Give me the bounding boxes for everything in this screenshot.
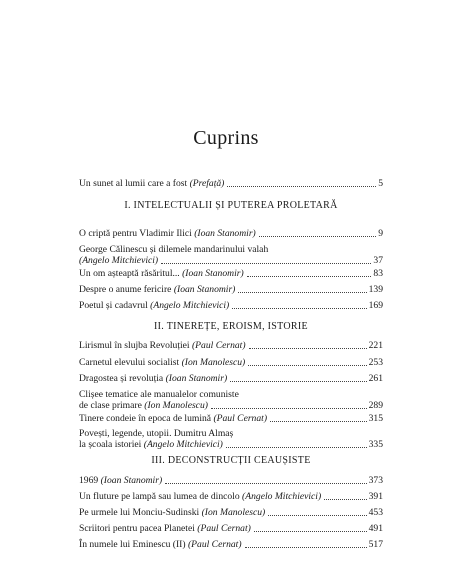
entry-row	[79, 439, 383, 450]
entry-text: Carnetul elevului socialist	[79, 357, 182, 368]
entry-title	[79, 491, 321, 502]
toc-entry	[79, 244, 383, 266]
entry-author: (Ioan Stanomir)	[194, 228, 256, 239]
entry-text: Pe urmele lui Monciu-Sudinski	[79, 507, 202, 518]
entry-title-line: Povești, legende, utopii. Dumitru Almaș	[79, 428, 234, 439]
dot-leader	[161, 263, 371, 264]
entry-title	[79, 539, 242, 550]
toc-entry	[79, 491, 383, 502]
entry-row	[79, 507, 383, 518]
toc-entry	[79, 300, 383, 311]
entry-title	[79, 400, 208, 411]
entry-author: (Ioan Stanomir)	[165, 373, 228, 384]
entry-row	[79, 523, 383, 534]
entry-author: (Paul Cernat)	[191, 340, 246, 351]
page-number: 289	[368, 400, 383, 411]
section-heading: III. DECONSTRUCȚII CEAUȘISTE	[151, 455, 311, 466]
entry-row	[79, 340, 383, 351]
page-number: 373	[368, 475, 383, 486]
entry-title	[79, 357, 245, 368]
entry-text: În numele lui Eminescu (II)	[79, 539, 188, 550]
page-number: 491	[368, 523, 383, 534]
page-number: 139	[368, 284, 383, 295]
entry-author: (Ion Manolescu)	[181, 357, 246, 368]
entry-text: Lirismul în slujba Revoluției	[79, 340, 192, 351]
entry-title	[79, 284, 235, 295]
toc-entry	[79, 340, 383, 351]
entry-title	[79, 439, 223, 450]
entry-title	[79, 523, 251, 534]
page-number: 9	[378, 228, 383, 239]
entry-author: (Paul Cernat)	[213, 413, 268, 424]
dot-leader	[230, 381, 366, 382]
entry-row	[79, 178, 383, 189]
entry-title	[79, 475, 162, 486]
dot-leader	[248, 365, 366, 366]
entry-author: (Ioan Stanomir)	[173, 284, 236, 295]
entry-text: Tinere condeie în epoca de lumină	[79, 413, 214, 424]
entry-text: Poetul și cadavrul	[79, 300, 151, 311]
page-number: 221	[368, 340, 383, 351]
dot-leader	[245, 547, 367, 548]
entry-author: (Ion Manolescu)	[144, 400, 208, 411]
entry-row	[79, 400, 383, 411]
toc-entry	[79, 284, 383, 295]
page-number: 169	[368, 300, 383, 311]
dot-leader	[238, 292, 366, 293]
page-number: 253	[368, 357, 383, 368]
toc-entry	[79, 228, 383, 239]
toc-entry	[79, 539, 383, 550]
dot-leader	[268, 515, 366, 516]
entry-title	[79, 178, 224, 189]
dot-leader	[226, 447, 367, 448]
entry-row	[79, 373, 383, 384]
toc-entry	[79, 507, 383, 518]
entry-text: Un sunet al lumii care a fost	[79, 178, 190, 189]
page-number: 83	[373, 268, 383, 279]
entry-text: Un fluture pe lampă sau lumea de dincolo	[79, 491, 243, 502]
page-number: 37	[373, 255, 383, 266]
toc-entry	[79, 475, 383, 486]
toc-entry	[79, 357, 383, 368]
page-number: 315	[368, 413, 383, 424]
entry-text: Scriitori pentru pacea Planetei	[79, 523, 198, 534]
page-number: 335	[368, 439, 383, 450]
entry-text: 1969	[79, 475, 101, 486]
entry-author: (Angelo Mitchievici)	[242, 491, 322, 502]
entry-text: O criptă pentru Vladimir Ilici	[79, 228, 195, 239]
entry-author: (Ioan Stanomir)	[182, 268, 244, 279]
entry-title	[79, 268, 244, 279]
entry-text: la școala istoriei	[79, 439, 144, 450]
entry-title	[79, 228, 256, 239]
entry-row	[79, 475, 383, 486]
dot-leader	[165, 483, 366, 484]
dot-leader	[259, 236, 376, 237]
entry-row	[79, 268, 383, 279]
entry-author: (Angelo Mitchievici)	[150, 300, 230, 311]
dot-leader	[270, 421, 367, 422]
page-number: 517	[368, 539, 383, 550]
entry-row	[79, 357, 383, 368]
entry-title	[79, 300, 229, 311]
toc-entry-preface	[79, 178, 383, 189]
entry-author: (Ioan Stanomir)	[100, 475, 163, 486]
entry-title	[79, 507, 265, 518]
page-title: Cuprins	[193, 127, 259, 149]
entry-text: Un om așteaptă răsăritul...	[79, 268, 183, 279]
page-number: 391	[368, 491, 383, 502]
entry-title	[79, 413, 267, 424]
entry-row	[79, 284, 383, 295]
entry-title-line: Clișee tematice ale manualelor comuniste	[79, 389, 239, 400]
entry-row	[79, 413, 383, 424]
entry-text: de clase primare	[79, 400, 145, 411]
entry-text: Dragostea și revoluția	[79, 373, 166, 384]
entry-row	[79, 255, 383, 266]
page-number: 5	[378, 178, 383, 189]
toc-entry	[79, 428, 383, 450]
section-heading: I. INTELECTUALII ȘI PUTEREA PROLETARĂ	[124, 200, 338, 211]
entry-row	[79, 300, 383, 311]
entry-author: (Ion Manolescu)	[201, 507, 266, 518]
entry-row	[79, 228, 383, 239]
entry-row	[79, 491, 383, 502]
entry-title-line: George Călinescu și dilemele mandarinului valah	[79, 244, 269, 255]
entry-title	[79, 373, 227, 384]
toc-entry	[79, 373, 383, 384]
entry-title	[79, 340, 246, 351]
dot-leader	[232, 308, 366, 309]
page-number: 453	[368, 507, 383, 518]
toc-entry	[79, 268, 383, 279]
page-number: 261	[368, 373, 383, 384]
dot-leader	[249, 348, 367, 349]
entry-row	[79, 539, 383, 550]
toc-entry	[79, 413, 383, 424]
section-heading: II. TINEREȚE, EROISM, ISTORIE	[154, 321, 308, 332]
entry-author: (Paul Cernat)	[187, 539, 242, 550]
entry-text: Despre o anume fericire	[79, 284, 174, 295]
entry-author: (Angelo Mitchievici)	[143, 439, 223, 450]
entry-author: (Prefață)	[189, 178, 225, 189]
entry-title	[79, 255, 158, 266]
entry-author: (Angelo Mitchievici)	[79, 255, 159, 266]
dot-leader	[324, 499, 366, 500]
dot-leader	[247, 276, 372, 277]
dot-leader	[227, 186, 376, 187]
toc-entry	[79, 523, 383, 534]
entry-author: (Paul Cernat)	[197, 523, 251, 534]
dot-leader	[211, 408, 367, 409]
toc-entry	[79, 389, 383, 411]
dot-leader	[254, 531, 367, 532]
